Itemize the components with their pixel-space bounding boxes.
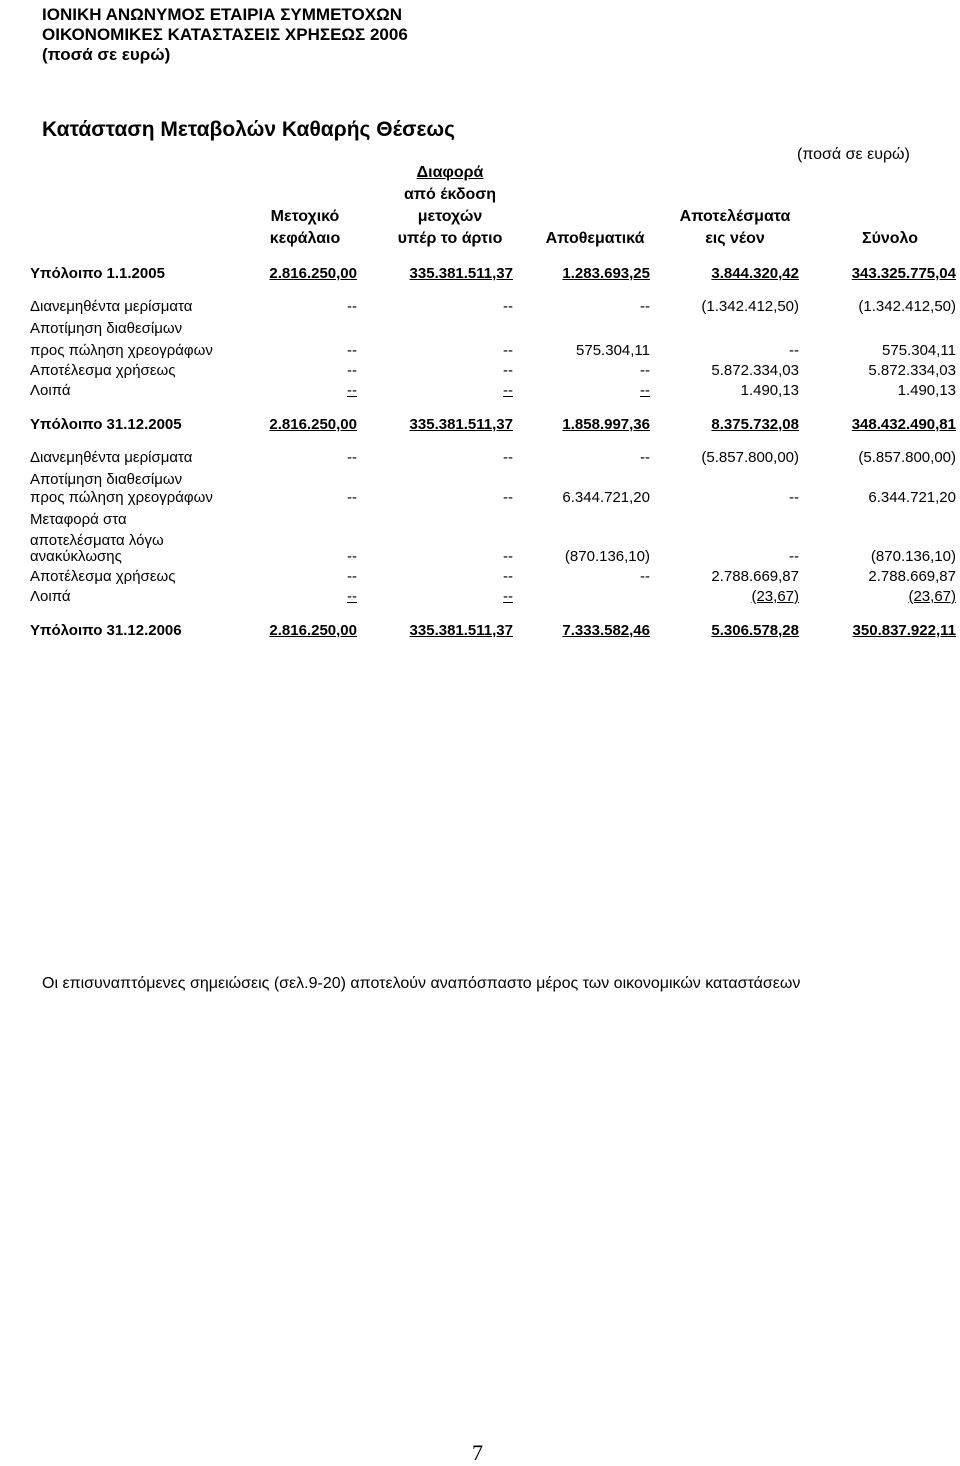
- table-cell: --: [347, 362, 357, 379]
- column-header-line: μετοχών: [417, 208, 483, 225]
- table-cell: --: [347, 588, 357, 605]
- table-cell: --: [789, 489, 799, 506]
- column-header-line: Μετοχικό: [270, 208, 340, 225]
- table-cell: 335.381.511,37: [409, 622, 513, 639]
- row-label: Υπόλοιπο 31.12.2005: [30, 416, 182, 433]
- table-cell: 2.816.250,00: [269, 265, 357, 282]
- footnote: Οι επισυναπτόμενες σημειώσεις (σελ.9-20) αποτελούν αναπόσπαστο μέρος των οικονομικών καταστάσεων: [42, 975, 801, 992]
- table-cell: (1.342.412,50): [701, 298, 799, 315]
- row-label: Αποτέλεσμα χρήσεως: [30, 568, 176, 585]
- table-row: [0, 318, 960, 340]
- table-row: [0, 620, 960, 642]
- table-cell: --: [503, 489, 513, 506]
- table-row: [0, 586, 960, 608]
- table-cell: 5.872.334,03: [711, 362, 799, 379]
- page-number: 7: [472, 1440, 483, 1465]
- table-cell: (5.857.800,00): [701, 449, 799, 466]
- table-cell: --: [640, 568, 650, 585]
- table-cell: 1.858.997,36: [562, 416, 650, 433]
- table-cell: (870.136,10): [564, 548, 650, 565]
- table-cell: 6.344.721,20: [868, 489, 956, 506]
- row-label: Υπόλοιπο 31.12.2006: [30, 622, 182, 639]
- column-header-share-premium: [380, 162, 520, 250]
- column-header-reserves: [525, 228, 665, 250]
- row-label: Διανεμηθέντα μερίσματα: [30, 449, 193, 466]
- table-cell: 1.283.693,25: [562, 265, 650, 282]
- column-header-line: εις νέον: [705, 230, 765, 247]
- table-cell: --: [347, 548, 357, 565]
- table-cell: --: [640, 362, 650, 379]
- table-cell: --: [503, 298, 513, 315]
- table-cell: --: [503, 449, 513, 466]
- table-row: [0, 414, 960, 436]
- table-cell: 8.375.732,08: [711, 416, 799, 433]
- table-row: [0, 296, 960, 318]
- table-cell: --: [789, 342, 799, 359]
- table-cell: 2.816.250,00: [269, 416, 357, 433]
- table-cell: 575.304,11: [576, 342, 650, 359]
- table-cell: --: [347, 449, 357, 466]
- table-row: [0, 546, 960, 568]
- table-cell: 350.837.922,11: [852, 622, 956, 639]
- table-cell: --: [503, 342, 513, 359]
- row-label: Λοιπά: [30, 588, 71, 605]
- unit-note: (ποσά σε ευρώ): [42, 45, 171, 64]
- table-cell: --: [503, 588, 513, 605]
- table-cell: --: [503, 382, 513, 399]
- table-cell: 1.490,13: [897, 382, 956, 399]
- column-header-line: Αποτελέσματα: [679, 208, 791, 225]
- table-cell: --: [347, 489, 357, 506]
- column-header-line: κεφάλαιο: [269, 230, 341, 247]
- row-label: Διανεμηθέντα μερίσματα: [30, 298, 193, 315]
- currency-note: (ποσά σε ευρώ): [797, 146, 910, 163]
- row-label: Αποτίμηση διαθεσίμων: [30, 320, 183, 337]
- table-row: [0, 360, 960, 382]
- table-row: [0, 447, 960, 469]
- table-cell: --: [789, 548, 799, 565]
- table-cell: --: [347, 298, 357, 315]
- row-label: Υπόλοιπο 1.1.2005: [30, 265, 165, 282]
- table-cell: --: [503, 362, 513, 379]
- table-cell: 7.333.582,46: [562, 622, 650, 639]
- table-cell: 348.432.490,81: [851, 416, 956, 433]
- row-label: Αποτίμηση διαθεσίμων: [30, 471, 183, 488]
- table-cell: 343.325.775,04: [851, 265, 956, 282]
- table-row: [0, 380, 960, 402]
- table-row: [0, 566, 960, 588]
- table-cell: (1.342.412,50): [858, 298, 956, 315]
- column-header-line: Σύνολο: [861, 230, 919, 247]
- table-cell: --: [640, 298, 650, 315]
- table-cell: (23,67): [751, 588, 799, 605]
- report-title: ΟΙΚΟΝΟΜΙΚΕΣ ΚΑΤΑΣΤΑΣΕΙΣ ΧΡΗΣΕΩΣ 2006: [42, 25, 408, 44]
- row-label: προς πώληση χρεογράφων: [30, 489, 213, 506]
- table-cell: 575.304,11: [882, 342, 956, 359]
- table-cell: 5.306.578,28: [711, 622, 799, 639]
- statement-title: Κατάσταση Μεταβολών Καθαρής Θέσεως: [42, 118, 456, 141]
- table-cell: 2.816.250,00: [269, 622, 357, 639]
- table-cell: --: [347, 568, 357, 585]
- column-header-line: υπέρ το άρτιο: [397, 230, 503, 247]
- table-cell: 335.381.511,37: [409, 416, 513, 433]
- row-label: προς πώληση χρεογράφων: [30, 342, 213, 359]
- table-cell: --: [503, 568, 513, 585]
- column-header-line: από έκδοση: [403, 186, 497, 203]
- table-cell: (23,67): [908, 588, 956, 605]
- column-header-total: [830, 228, 950, 250]
- table-row: [0, 263, 960, 285]
- company-name: ΙΟΝΙΚΗ ΑΝΩΝΥΜΟΣ ΕΤΑΙΡΙΑ ΣΥΜΜΕΤΟΧΩΝ: [42, 5, 402, 24]
- column-header-line: Διαφορά: [416, 164, 484, 181]
- table-row: [0, 340, 960, 362]
- column-header-line: Αποθεματικά: [545, 230, 645, 247]
- table-row: [0, 509, 960, 531]
- table-cell: (5.857.800,00): [858, 449, 956, 466]
- table-cell: 335.381.511,37: [409, 265, 513, 282]
- table-row: [0, 487, 960, 509]
- table-cell: 1.490,13: [740, 382, 799, 399]
- table-cell: 3.844.320,42: [711, 265, 799, 282]
- table-cell: --: [640, 382, 650, 399]
- table-cell: 2.788.669,87: [868, 568, 956, 585]
- table-cell: 2.788.669,87: [711, 568, 799, 585]
- row-label: ανακύκλωσης: [30, 548, 122, 565]
- table-cell: 5.872.334,03: [868, 362, 956, 379]
- table-cell: --: [347, 382, 357, 399]
- table-cell: 6.344.721,20: [562, 489, 650, 506]
- row-label: Μεταφορά στα: [30, 511, 127, 528]
- column-header-share-capital: [240, 206, 370, 250]
- row-label: Αποτέλεσμα χρήσεως: [30, 362, 176, 379]
- table-cell: --: [503, 548, 513, 565]
- column-header-retained: [660, 206, 810, 250]
- table-cell: (870.136,10): [870, 548, 956, 565]
- row-label: αποτελέσματα λόγω: [30, 532, 164, 549]
- row-label: Λοιπά: [30, 382, 71, 399]
- table-cell: --: [640, 449, 650, 466]
- table-cell: --: [347, 342, 357, 359]
